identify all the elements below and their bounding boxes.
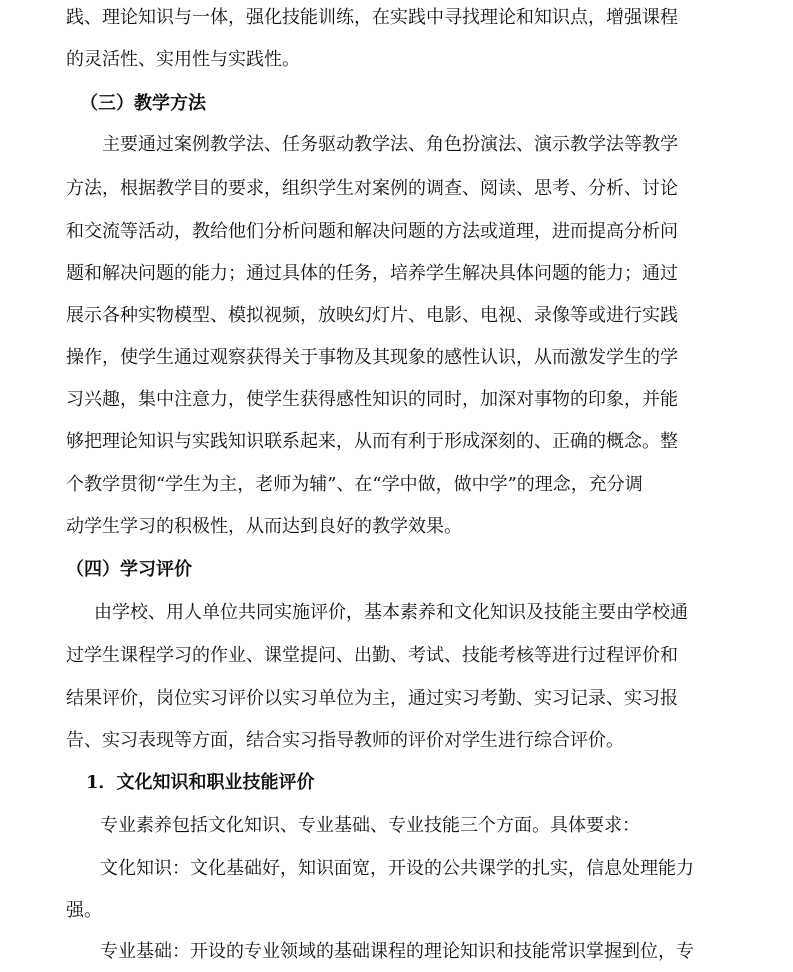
paragraph-line: 专业素养包括文化知识、专业基础、专业技能三个方面。具体要求： bbox=[100, 815, 640, 836]
paragraph-line: 够把理论知识与实践知识联系起来，从而有利于形成深刻的、正确的概念。整 bbox=[66, 431, 678, 452]
section-heading-learning-evaluation: （四）学习评价 bbox=[66, 559, 192, 580]
paragraph-line: 题和解决问题的能力；通过具体的任务，培养学生解决具体问题的能力；通过 bbox=[66, 263, 678, 284]
section-heading-teaching-methods: （三）教学方法 bbox=[80, 93, 206, 114]
paragraph-line: 专业基础：开设的专业领域的基础课程的理论知识和技能常识掌握到位，专 bbox=[100, 941, 694, 962]
subsection-heading-culture-skills: 1．文化知识和职业技能评价 bbox=[86, 772, 315, 793]
paragraph-line: 结果评价，岗位实习评价以实习单位为主，通过实习考勤、实习记录、实习报 bbox=[66, 688, 678, 709]
paragraph-line: 展示各种实物模型、模拟视频，放映幻灯片、电影、电视、录像等或进行实践 bbox=[66, 305, 678, 326]
paragraph-line: 和交流等活动，教给他们分析问题和解决问题的方法或道理，进而提高分析问 bbox=[66, 221, 678, 242]
paragraph-line: 告、实习表现等方面，结合实习指导教师的评价对学生进行综合评价。 bbox=[66, 730, 624, 751]
paragraph-line: 操作，使学生通过观察获得关于事物及其现象的感性认识，从而激发学生的学 bbox=[66, 347, 678, 368]
paragraph-line: 文化知识：文化基础好，知识面宽，开设的公共课学的扎实，信息处理能力 bbox=[100, 858, 694, 879]
paragraph-line: 个教学贯彻“学生为主，老师为辅”、在“学中做，做中学”的理念，充分调 bbox=[66, 474, 643, 495]
paragraph-line: 动学生学习的积极性，从而达到良好的教学效果。 bbox=[66, 516, 462, 537]
paragraph-line: 主要通过案例教学法、任务驱动教学法、角色扮演法、演示教学法等教学 bbox=[102, 134, 678, 155]
paragraph-line: 践、理论知识与一体，强化技能训练，在实践中寻找理论和知识点，增强课程 bbox=[66, 7, 678, 28]
paragraph-line: 习兴趣，集中注意力，使学生获得感性知识的同时，加深对事物的印象，并能 bbox=[66, 389, 678, 410]
paragraph-line: 由学校、用人单位共同实施评价，基本素养和文化知识及技能主要由学校通 bbox=[94, 602, 688, 623]
paragraph-line: 强。 bbox=[66, 900, 102, 921]
paragraph-line: 的灵活性、实用性与实践性。 bbox=[66, 49, 300, 70]
paragraph-line: 过学生课程学习的作业、课堂提问、出勤、考试、技能考核等进行过程评价和 bbox=[66, 645, 678, 666]
paragraph-line: 方法，根据教学目的要求，组织学生对案例的调查、阅读、思考、分析、讨论 bbox=[66, 178, 678, 199]
